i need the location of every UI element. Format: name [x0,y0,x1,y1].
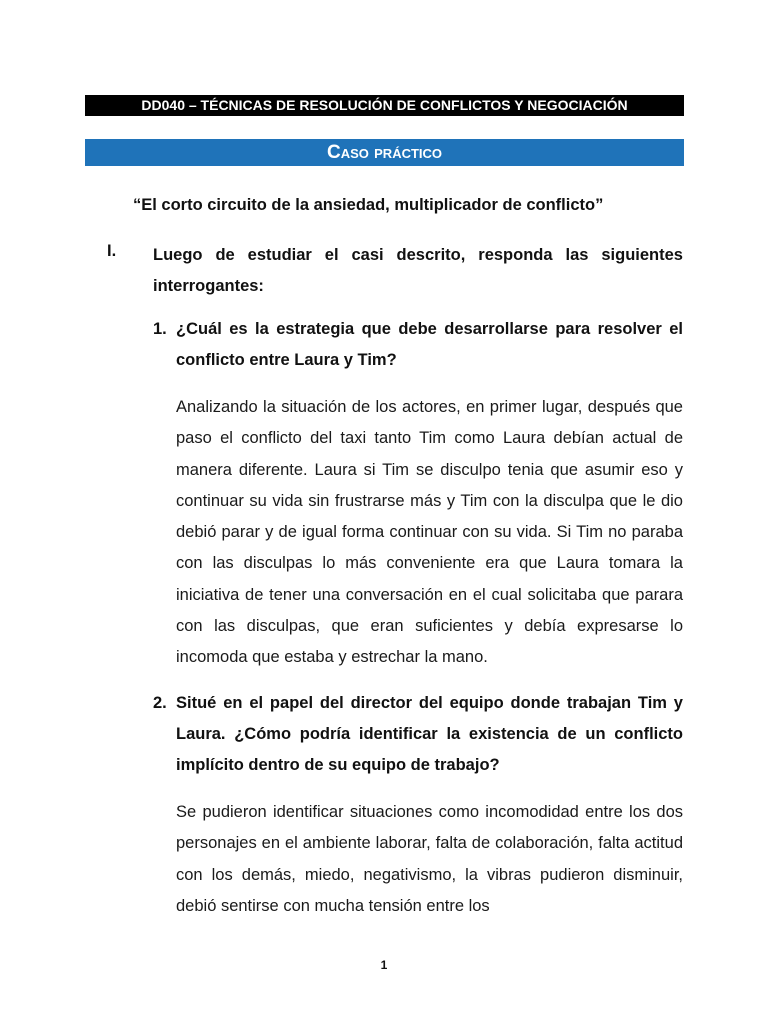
question-1-number: 1. [153,320,167,338]
title-bar-label: Caso práctico [326,142,443,163]
question-2-number: 2. [153,694,167,712]
page-number: 1 [380,958,388,972]
question-2-text: Situé en el papel del director del equipo donde trabajan Tim y Laura. ¿Cómo podría identificar la existencia de un conflicto implícito dentro de su equipo de trabajo? [176,694,683,774]
case-title-bar [85,139,684,166]
case-title: “El corto circuito de la ansiedad, multiplicador de conflicto” [133,196,604,214]
question-1-text: ¿Cuál es la estrategia que debe desarrollarse para resolver el conflicto entre Laura y Tim? [176,320,683,369]
section-instructions: Luego de estudiar el casi descrito, responda las siguientes interrogantes: [153,246,683,295]
section-numeral: I. [107,242,117,260]
course-header-bar [85,95,684,116]
answer-2-paragraph: Se pudieron identificar situaciones como incomodidad entre los dos personajes en el ambiente laborar, falta de colaboración, falta actitud con los demás, miedo, negativismo, la vibras pudieron disminuir, debió sentirse con mucha tensión entre los [176,803,683,915]
course-title: DD040 – TÉCNICAS DE RESOLUCIÓN DE CONFLICTOS Y NEGOCIACIÓN [141,97,628,113]
answer-1-paragraph: Analizando la situación de los actores, en primer lugar, después que paso el conflicto del taxi tanto Tim como Laura debían actual de manera diferente. Laura si Tim se disculpo tenia que asumir eso y continuar su vida sin frustrarse más y Tim con la disculpa que le dio debió parar y de igual forma continuar con su vida. Si Tim no paraba con las disculpas lo más conveniente era que Laura tomara la iniciativa de tener una conversación en el cual solicitaba que parara con las disculpas, que eran suficientes y debía expresarse lo incomoda que estaba y estrechar la mano. [176,398,683,667]
